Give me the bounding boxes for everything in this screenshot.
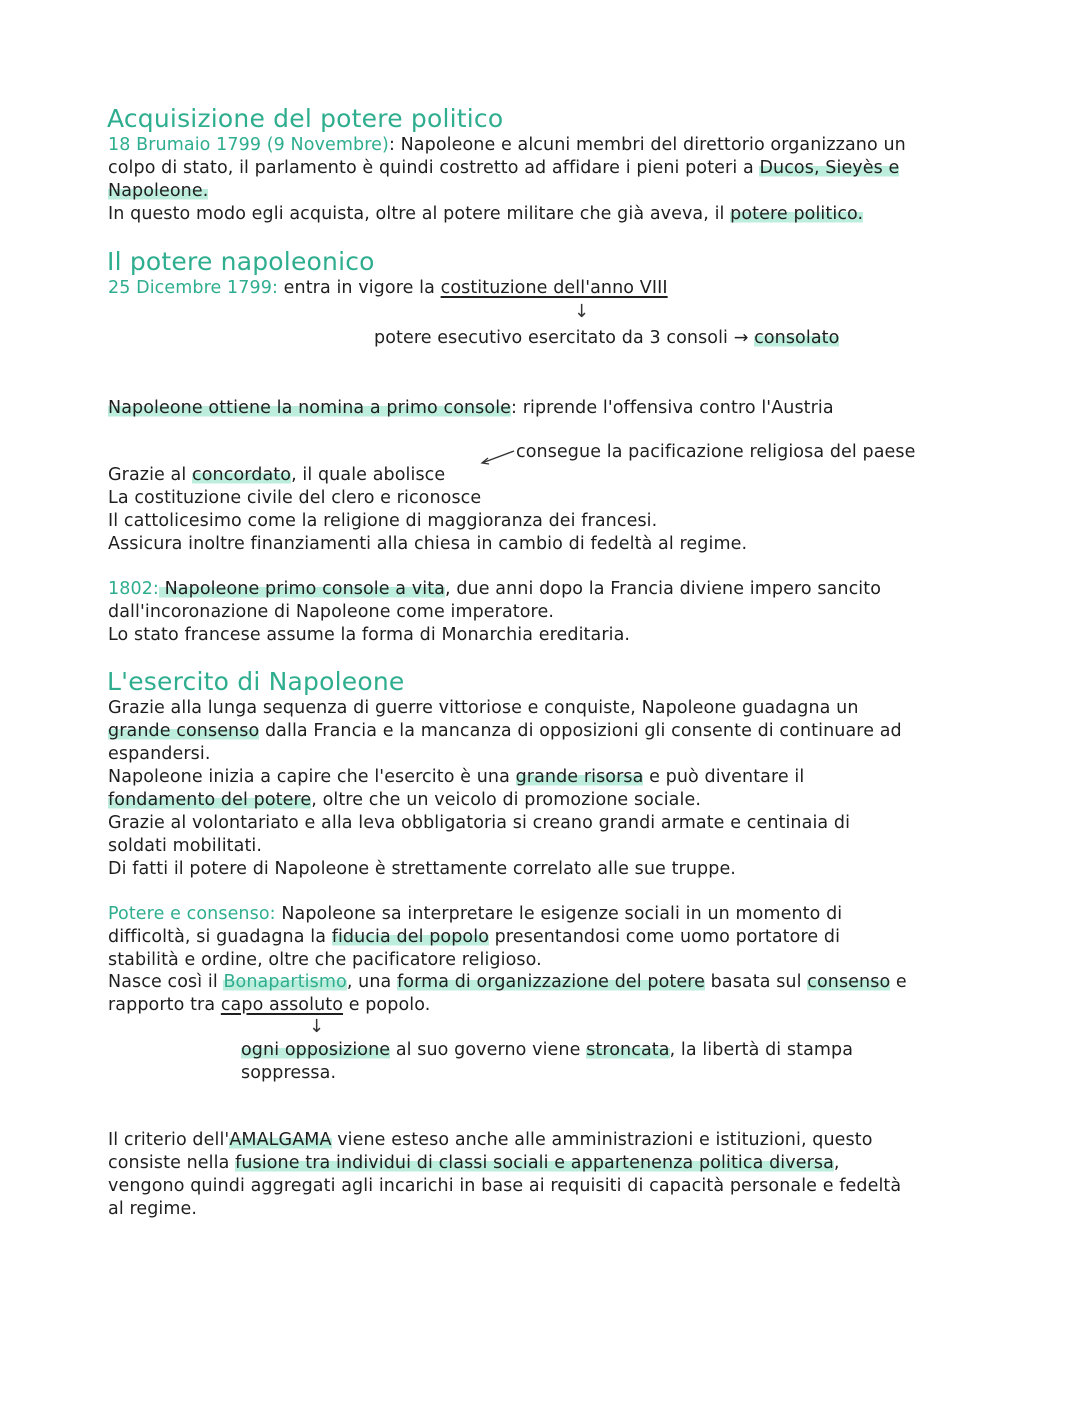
highlight: forma di organizzazione del potere bbox=[397, 972, 706, 992]
highlight: Napoleone ottiene la nomina a primo console bbox=[108, 398, 512, 418]
text-span: Di fatti il potere di Napoleone è strettamente correlato alle sue truppe. bbox=[108, 859, 736, 879]
text-line bbox=[108, 487, 481, 509]
text-span: difficoltà, si guadagna la bbox=[108, 927, 332, 947]
text-line bbox=[108, 601, 554, 623]
highlight: consolato bbox=[754, 328, 840, 348]
text-line bbox=[108, 1198, 197, 1220]
text-line bbox=[516, 441, 916, 463]
text-line bbox=[108, 464, 445, 486]
text-line bbox=[108, 697, 859, 719]
underlined-text: costituzione dell'anno VIII bbox=[440, 278, 668, 298]
text-line bbox=[108, 277, 668, 299]
section-title-potere-napoleonico: Il potere napoleonico bbox=[107, 247, 375, 276]
arrow-down-icon: ↓ bbox=[574, 301, 590, 322]
underlined-text: capo assoluto bbox=[220, 995, 344, 1015]
text-span: In questo modo egli acquista, oltre al potere militare che già aveva, il bbox=[108, 204, 731, 224]
text-line bbox=[108, 789, 701, 811]
highlight: consenso bbox=[807, 972, 891, 992]
section-title-potere-politico: Acquisizione del potere politico bbox=[107, 104, 504, 133]
text-line bbox=[108, 971, 907, 993]
arrow-diagonal-icon bbox=[476, 447, 516, 467]
text-span: Napoleone inizia a capire che l'esercito è una bbox=[108, 767, 516, 787]
text-line bbox=[241, 1062, 336, 1084]
arrow-down-icon: ↓ bbox=[309, 1016, 325, 1037]
text-span: , il quale abolisce bbox=[291, 465, 446, 485]
highlight: Bonapartismo bbox=[223, 972, 347, 992]
highlight: potere politico. bbox=[730, 204, 864, 224]
text-span: Grazie alla lunga sequenza di guerre vittoriose e conquiste, Napoleone guadagna un bbox=[108, 698, 859, 718]
text-span: La costituzione civile del clero e riconosce bbox=[108, 488, 482, 508]
text-span: Il criterio dell' bbox=[108, 1130, 230, 1150]
text-span: e può diventare il bbox=[643, 767, 805, 787]
text-span: consegue la pacificazione religiosa del paese bbox=[516, 442, 916, 462]
text-span: Grazie al bbox=[108, 465, 193, 485]
highlight: grande risorsa bbox=[515, 767, 644, 787]
text-line bbox=[108, 180, 208, 202]
text-line bbox=[108, 926, 840, 948]
highlight: grande consenso bbox=[108, 721, 260, 741]
highlight: Napoleone. bbox=[108, 181, 209, 201]
text-span: dalla Francia e la mancanza di opposizioni gli consente di continuare ad bbox=[259, 721, 902, 741]
text-line bbox=[108, 743, 211, 765]
subsection-label: Potere e consenso: bbox=[108, 904, 276, 924]
text-span: Il cattolicesimo come la religione di maggioranza dei francesi. bbox=[108, 511, 658, 531]
date-label: 1802: bbox=[108, 579, 159, 599]
highlight: fondamento del potere bbox=[108, 790, 312, 810]
text-line bbox=[108, 949, 542, 971]
date-label: 25 Dicembre 1799: bbox=[108, 278, 278, 298]
text-line bbox=[108, 1175, 901, 1197]
text-span: e bbox=[890, 972, 907, 992]
text-line bbox=[108, 1129, 873, 1151]
highlight: Napoleone primo console a vita bbox=[158, 579, 445, 599]
text-span: rapporto tra bbox=[108, 995, 221, 1015]
text-line bbox=[108, 510, 657, 532]
highlight: ogni opposizione bbox=[241, 1040, 391, 1060]
text-line bbox=[241, 1039, 853, 1061]
text-line bbox=[108, 533, 747, 555]
text-span: soppressa. bbox=[241, 1063, 337, 1083]
text-span: dall'incoronazione di Napoleone come imperatore. bbox=[108, 602, 554, 622]
section-title-esercito: L'esercito di Napoleone bbox=[107, 667, 405, 696]
text-span: : Napoleone e alcuni membri del direttorio organizzano un bbox=[388, 135, 906, 155]
text-span: : riprende l'offensiva contro l'Austria bbox=[511, 398, 834, 418]
text-span: Napoleone sa interpretare le esigenze sociali in un momento di bbox=[275, 904, 843, 924]
text-span: consiste nella bbox=[108, 1153, 236, 1173]
text-span: entra in vigore la bbox=[277, 278, 441, 298]
text-span: espandersi. bbox=[108, 744, 211, 764]
highlight: fusione tra individui di classi sociali e appartenenza politica diversa bbox=[235, 1153, 834, 1173]
highlight: stroncata bbox=[586, 1040, 670, 1060]
highlight: AMALGAMA bbox=[229, 1130, 332, 1150]
text-span: , una bbox=[346, 972, 398, 992]
text-line bbox=[108, 835, 262, 857]
text-span: , oltre che un veicolo di promozione sociale. bbox=[311, 790, 701, 810]
text-line bbox=[108, 203, 863, 225]
text-span: Lo stato francese assume la forma di Monarchia ereditaria. bbox=[108, 625, 631, 645]
text-line bbox=[108, 134, 906, 156]
text-span: potere esecutivo esercitato da 3 consoli bbox=[374, 328, 729, 348]
text-span: al suo governo viene bbox=[390, 1040, 587, 1060]
text-span: colpo di stato, il parlamento è quindi costretto ad affidare i pieni poteri a bbox=[108, 158, 760, 178]
text-line bbox=[108, 397, 834, 419]
text-line bbox=[108, 1152, 840, 1174]
text-line bbox=[108, 766, 804, 788]
text-line bbox=[374, 327, 839, 349]
text-span: , bbox=[833, 1153, 840, 1173]
text-span: , la libertà di stampa bbox=[669, 1040, 854, 1060]
highlight: fiducia del popolo bbox=[331, 927, 489, 947]
text-span: soldati mobilitati. bbox=[108, 836, 263, 856]
text-span: Nasce così il bbox=[108, 972, 224, 992]
highlight: concordato bbox=[192, 465, 292, 485]
text-span: al regime. bbox=[108, 1199, 198, 1219]
text-span: viene esteso anche alle amministrazioni e istituzioni, questo bbox=[331, 1130, 873, 1150]
text-line bbox=[108, 994, 430, 1016]
text-span: stabilità e ordine, oltre che pacificatore religioso. bbox=[108, 950, 542, 970]
text-span: Assicura inoltre finanziamenti alla chiesa in cambio di fedeltà al regime. bbox=[108, 534, 748, 554]
text-span: Grazie al volontariato e alla leva obbligatoria si creano grandi armate e centinaia di bbox=[108, 813, 851, 833]
text-span: presentandosi come uomo portatore di bbox=[489, 927, 841, 947]
text-line bbox=[108, 812, 850, 834]
text-line bbox=[108, 578, 881, 600]
text-span: basata sul bbox=[705, 972, 808, 992]
text-line bbox=[108, 157, 899, 179]
text-span: e popolo. bbox=[343, 995, 431, 1015]
highlight: Ducos, Sieyès e bbox=[759, 158, 900, 178]
text-line bbox=[108, 624, 630, 646]
text-line bbox=[108, 720, 902, 742]
text-span: , due anni dopo la Francia diviene impero sancito bbox=[445, 579, 882, 599]
text-line bbox=[108, 903, 842, 925]
date-label: 18 Brumaio 1799 (9 Novembre) bbox=[108, 135, 389, 155]
text-line bbox=[108, 858, 736, 880]
arrow-right-icon: → bbox=[728, 328, 755, 348]
text-span: vengono quindi aggregati agli incarichi in base ai requisiti di capacità personale e fedeltà bbox=[108, 1176, 902, 1196]
